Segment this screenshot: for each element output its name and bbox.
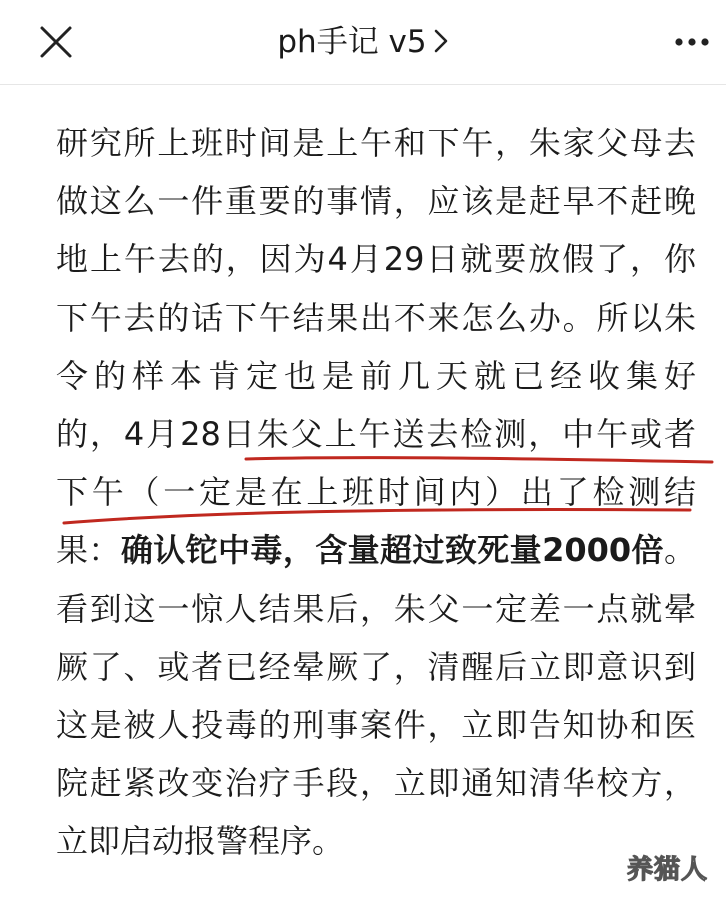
article-line: 这是被人投毒的刑事案件，立即告知协和医	[56, 705, 696, 744]
article-body	[56, 114, 696, 870]
article-line: 厥了、或者已经晕厥了，清醒后立即意识到	[56, 647, 696, 686]
account-title: ph手记 v5	[277, 24, 427, 60]
article-line: 看到这一惊人结果后，朱父一定差一点就晕	[56, 589, 696, 628]
article-line: 立即启动报警程序。	[56, 822, 345, 861]
line-suffix: 。	[663, 531, 696, 570]
article-line: 下午（一定是在上班时间内）出了检测结	[56, 473, 696, 512]
article-line: 下午去的话下午结果出不来怎么办。所以朱	[56, 298, 696, 337]
bold-finding: 确认铊中毒，含量超过致死量2000倍	[120, 531, 664, 570]
line-prefix: 果：	[56, 531, 121, 570]
article-line: 做这么一件重要的事情，应该是赶早不赶晚	[56, 182, 696, 221]
article-line: 地上午去的，因为4月29日就要放假了，你	[56, 240, 696, 279]
article-line: 研究所上班时间是上午和下午，朱家父母去	[56, 124, 696, 162]
header-divider	[0, 84, 726, 85]
chevron-right-icon	[433, 22, 449, 66]
top-bar	[0, 0, 726, 84]
article-line: 的，4月28日朱父上午送去检测，中午或者	[56, 414, 696, 453]
watermark: 养猫人	[626, 855, 708, 885]
more-button[interactable]	[672, 26, 712, 58]
more-dots-icon	[672, 26, 712, 58]
article-line-emphasis	[56, 521, 696, 579]
article-line: 院赶紧改变治疗手段，立即通知清华校方，	[56, 764, 696, 803]
account-title-button[interactable]	[0, 20, 726, 66]
article-line: 令的样本肯定也是前几天就已经收集好	[56, 356, 696, 395]
